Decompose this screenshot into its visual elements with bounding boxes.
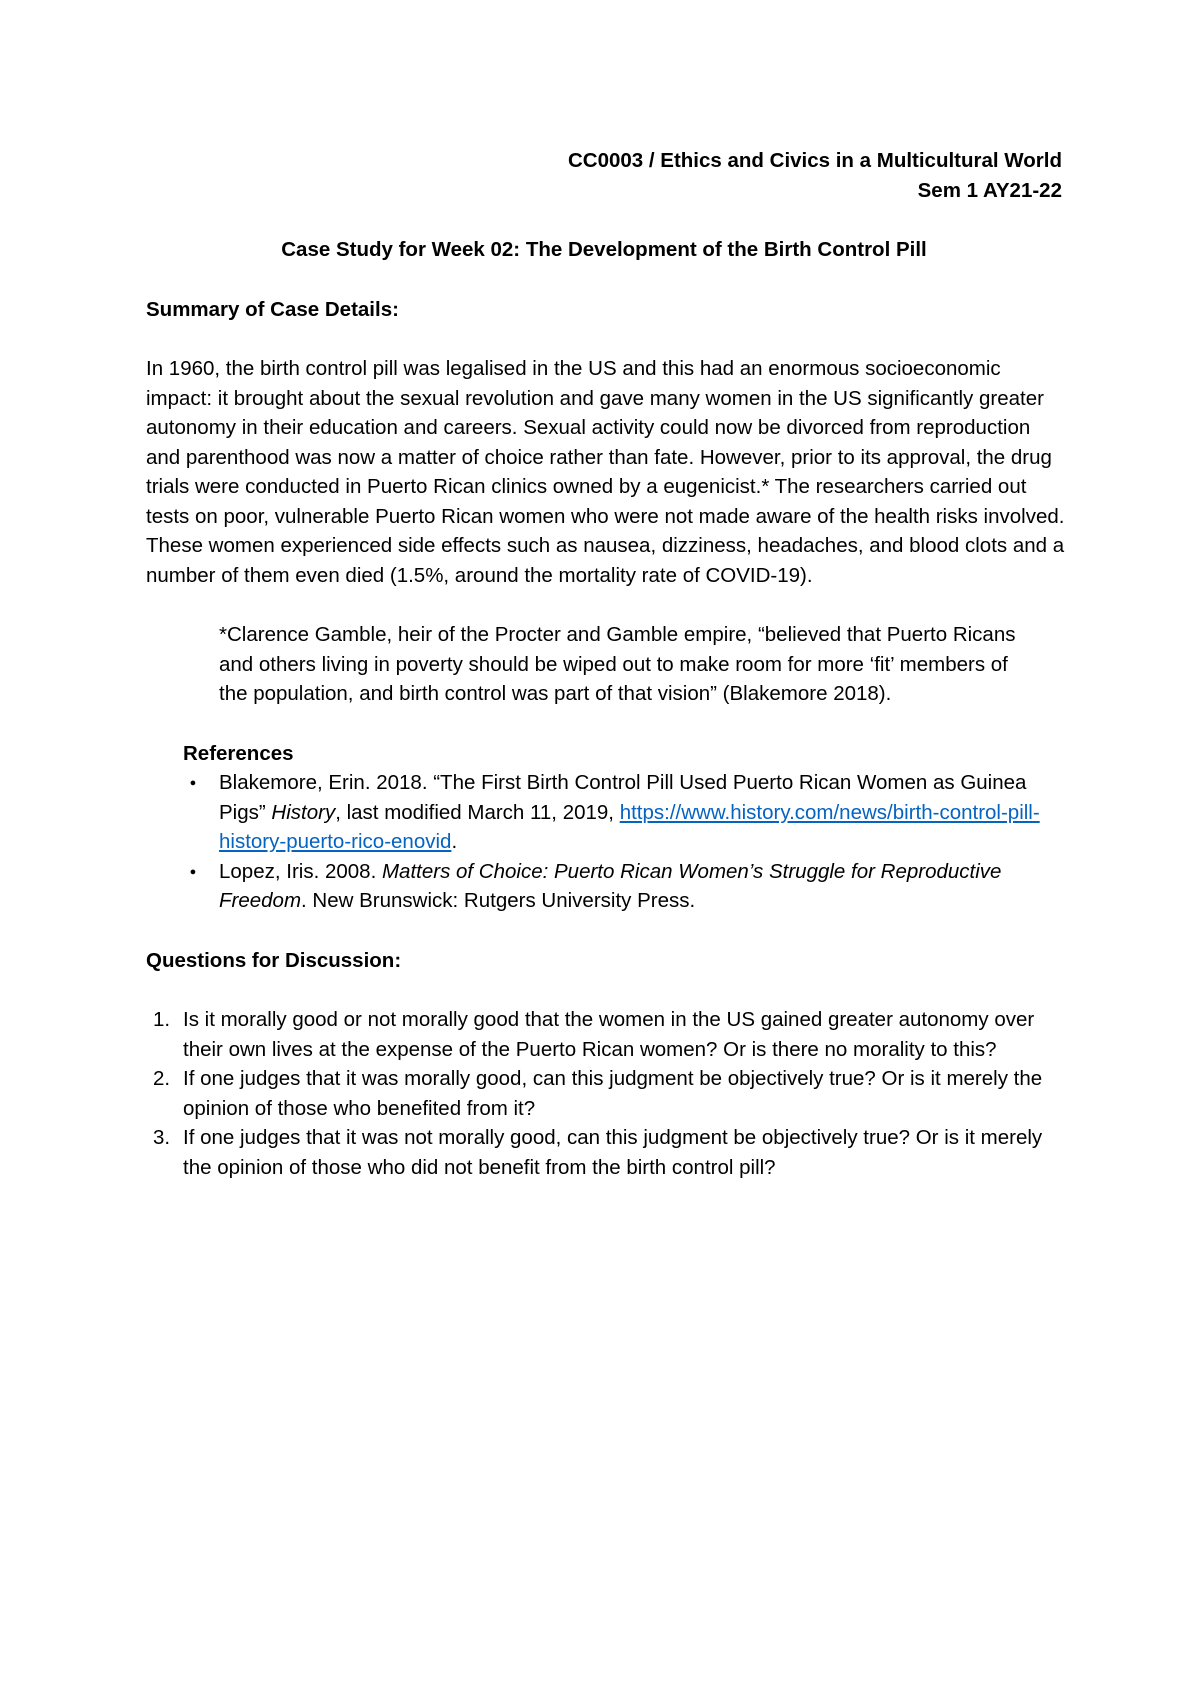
references-section [183,739,1066,916]
question-text: If one judges that it was morally good, can this judgment be objectively true? Or is it merely the opinion of those who benefited from it? [183,1067,1043,1120]
reference-tail: . [451,830,458,853]
course-title: CC0003 / Ethics and Civics in a Multicultural World [567,149,1062,172]
question-number: 2. [153,1067,171,1090]
reference-source: History [271,800,336,824]
question-item-3 [146,1123,1067,1182]
summary-heading: Summary of Case Details: [146,297,399,321]
document-content [146,146,1066,1182]
bullet-icon [183,768,203,802]
reference-book-title: Matters of Choice: Puerto Rican Women’s Struggle for Reproductive Freedom [219,859,1002,912]
question-text: Is it morally good or not morally good that the women in the US gained greater autonomy over their own lives at the expense of the Puerto Rican women? Or is there no morality to this? [183,1008,1035,1061]
references-heading: References [183,741,294,765]
summary-paragraph: In 1960, the birth control pill was legalised in the US and this had an enormous socioeconomic impact: it brought about the sexual revolution and gave many women in the US significantly greater autonomy in their education and careers. Sexual activity could now be divorced from reproduction and parenthood was now a matter of choice rather than fate. However, prior to its approval, the drug trials were conducted in Puerto Rican clinics owned by a eugenicist.* The researchers carried out tests on poor, vulnerable Puerto Rican women who were not made aware of the health risks involved. These women experienced side effects such as nausea, dizziness, headaches, and blood clots and a number of them even died (1.5%, around the mortality rate of COVID-19). [146,357,1065,587]
reference-lead: Lopez, Iris. 2008. [219,859,382,883]
bullet-icon [183,857,203,891]
footnote-paragraph: *Clarence Gamble, heir of the Procter and Gamble empire, “believed that Puerto Ricans and others living in poverty should be wiped out to make room for more ‘fit’ members of the population, and birth control was part of that vision” (Blakemore 2018). [219,623,1016,705]
reference-link[interactable]: https://www.history.com/news/birth-control-pill-history-puerto-rico-enovid [219,800,1040,853]
semester-label: Sem 1 AY21-22 [917,178,1062,202]
reference-tail: . New Brunswick: Rutgers University Press. [301,889,696,912]
reference-item-lopez [183,857,1059,916]
reference-mid: , last modified March 11, 2019, [335,800,620,824]
question-item-1 [146,1005,1067,1064]
question-item-2 [146,1064,1067,1123]
questions-list [146,1005,1066,1182]
case-study-title: Case Study for Week 02: The Development of the Birth Control Pill [281,238,927,261]
questions-heading: Questions for Discussion: [146,948,402,972]
question-number: 1. [153,1008,171,1031]
question-number: 3. [153,1126,171,1149]
reference-item-blakemore [183,768,1059,857]
document-header [146,146,1062,205]
question-text: If one judges that it was not morally good, can this judgment be objectively true? Or is it merely the opinion of those who did not benefit from the birth control pill? [183,1126,1043,1179]
reference-lead: Blakemore, Erin. 2018. “The First Birth Control Pill Used Puerto Rican Women as Guinea Pigs” [219,771,1027,824]
references-list [183,768,1066,916]
